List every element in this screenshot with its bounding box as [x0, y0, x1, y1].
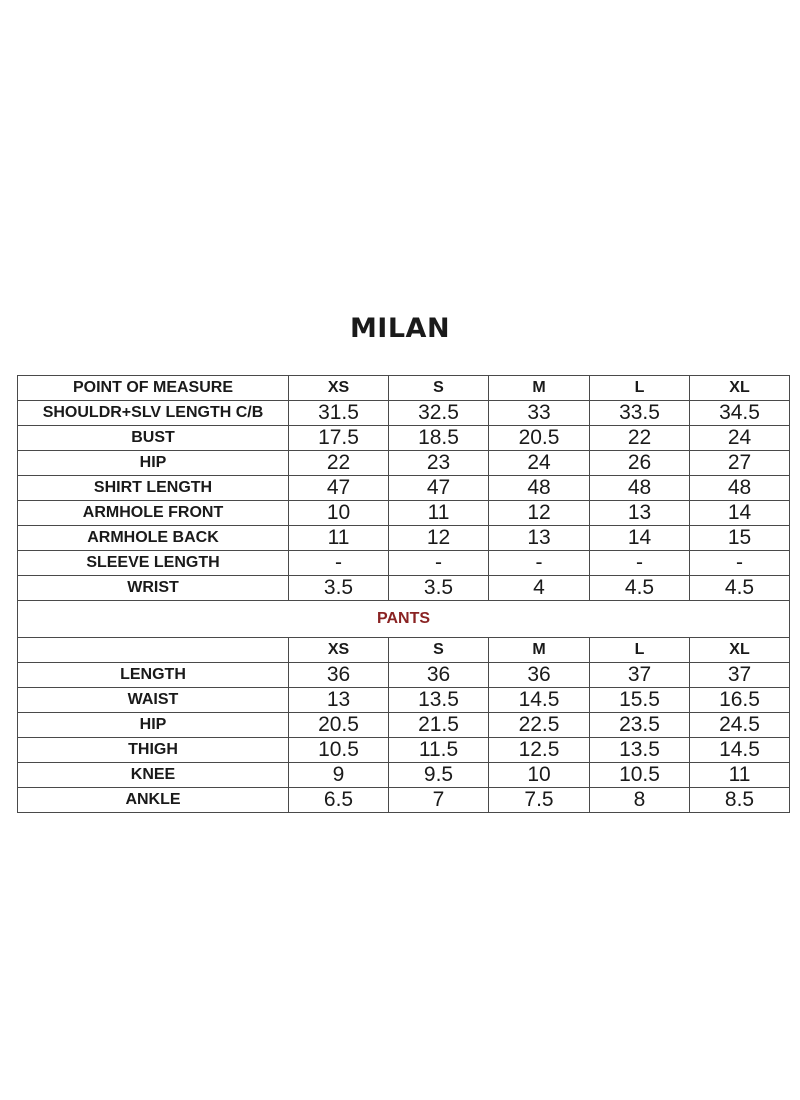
measure-value: 24: [690, 426, 790, 451]
measure-value: 8.5: [690, 788, 790, 813]
table-row: [18, 688, 790, 713]
measure-value: 36: [289, 663, 389, 688]
measure-label: LENGTH: [18, 663, 289, 688]
measure-value: 36: [389, 663, 489, 688]
measure-value: 14.5: [690, 738, 790, 763]
measure-label: HIP: [18, 713, 289, 738]
column-header-size: L: [590, 376, 690, 401]
column-header-size: XS: [289, 638, 389, 663]
table-row: [18, 763, 790, 788]
column-header-size: XS: [289, 376, 389, 401]
measure-value: 13: [289, 688, 389, 713]
measure-value: 13.5: [590, 738, 690, 763]
column-header-size: XL: [690, 638, 790, 663]
table-row: [18, 401, 790, 426]
measure-value: 10: [489, 763, 590, 788]
column-header-size: M: [489, 376, 590, 401]
column-header-size: XL: [690, 376, 790, 401]
column-header-size: S: [389, 376, 489, 401]
measure-value: 18.5: [389, 426, 489, 451]
column-header-size: L: [590, 638, 690, 663]
table-row: [18, 476, 790, 501]
measure-value: 10: [289, 501, 389, 526]
measure-label: SLEEVE LENGTH: [18, 551, 289, 576]
measure-value: 23.5: [590, 713, 690, 738]
measure-value: 48: [489, 476, 590, 501]
measure-value: 24.5: [690, 713, 790, 738]
measure-value: 26: [590, 451, 690, 476]
measure-label: SHIRT LENGTH: [18, 476, 289, 501]
measure-value: 6.5: [289, 788, 389, 813]
measure-value: 4.5: [690, 576, 790, 601]
table-row: [18, 788, 790, 813]
measure-value: 48: [590, 476, 690, 501]
measure-label: WAIST: [18, 688, 289, 713]
measure-value: -: [489, 551, 590, 576]
measure-label: THIGH: [18, 738, 289, 763]
measure-value: -: [289, 551, 389, 576]
measure-value: 34.5: [690, 401, 790, 426]
measure-value: 21.5: [389, 713, 489, 738]
measure-value: 15: [690, 526, 790, 551]
column-header-measure: [18, 638, 289, 663]
measure-value: 14.5: [489, 688, 590, 713]
measure-value: 13: [489, 526, 590, 551]
measure-value: 22: [590, 426, 690, 451]
measure-label: ANKLE: [18, 788, 289, 813]
measure-value: -: [590, 551, 690, 576]
column-header-size: S: [389, 638, 489, 663]
shirt-header-row: [18, 376, 790, 401]
measure-value: 12: [389, 526, 489, 551]
table-row: [18, 501, 790, 526]
pants-section-row: [18, 601, 790, 638]
measure-value: 31.5: [289, 401, 389, 426]
measure-label: WRIST: [18, 576, 289, 601]
measure-value: 8: [590, 788, 690, 813]
measure-value: 3.5: [389, 576, 489, 601]
pants-header-row: [18, 638, 790, 663]
table-row: [18, 663, 790, 688]
measure-value: 27: [690, 451, 790, 476]
measure-value: 15.5: [590, 688, 690, 713]
measure-label: ARMHOLE FRONT: [18, 501, 289, 526]
measure-value: 20.5: [489, 426, 590, 451]
measure-value: 9: [289, 763, 389, 788]
measure-label: BUST: [18, 426, 289, 451]
measure-value: 11: [289, 526, 389, 551]
measure-value: 22: [289, 451, 389, 476]
measure-value: 20.5: [289, 713, 389, 738]
column-header-size: M: [489, 638, 590, 663]
measure-value: 22.5: [489, 713, 590, 738]
measure-value: 33.5: [590, 401, 690, 426]
measure-value: 48: [690, 476, 790, 501]
measure-value: -: [690, 551, 790, 576]
measure-value: 11.5: [389, 738, 489, 763]
table-row: [18, 576, 790, 601]
measure-value: 16.5: [690, 688, 790, 713]
size-chart-body: [18, 376, 790, 813]
measure-value: 11: [690, 763, 790, 788]
table-row: [18, 426, 790, 451]
measure-value: 32.5: [389, 401, 489, 426]
measure-value: 10.5: [289, 738, 389, 763]
measure-value: 36: [489, 663, 590, 688]
measure-value: 7: [389, 788, 489, 813]
measure-value: 4.5: [590, 576, 690, 601]
measure-value: 12: [489, 501, 590, 526]
measure-value: 13: [590, 501, 690, 526]
measure-value: 47: [389, 476, 489, 501]
measure-value: 14: [590, 526, 690, 551]
table-row: [18, 713, 790, 738]
table-row: [18, 526, 790, 551]
measure-label: KNEE: [18, 763, 289, 788]
measure-label: ARMHOLE BACK: [18, 526, 289, 551]
measure-value: 33: [489, 401, 590, 426]
measure-label: SHOULDR+SLV LENGTH C/B: [18, 401, 289, 426]
measure-value: 12.5: [489, 738, 590, 763]
measure-value: 37: [590, 663, 690, 688]
measure-value: 7.5: [489, 788, 590, 813]
measure-value: 23: [389, 451, 489, 476]
measure-value: 3.5: [289, 576, 389, 601]
measure-value: 13.5: [389, 688, 489, 713]
measure-value: 9.5: [389, 763, 489, 788]
table-row: [18, 551, 790, 576]
measure-value: 37: [690, 663, 790, 688]
table-row: [18, 451, 790, 476]
measure-value: 14: [690, 501, 790, 526]
measure-value: 10.5: [590, 763, 690, 788]
measure-value: 47: [289, 476, 389, 501]
column-header-measure: POINT OF MEASURE: [18, 376, 289, 401]
size-chart-table: [17, 375, 790, 813]
measure-value: 11: [389, 501, 489, 526]
measure-value: 4: [489, 576, 590, 601]
page-title: MILAN: [349, 313, 451, 344]
table-row: [18, 738, 790, 763]
measure-value: -: [389, 551, 489, 576]
pants-section-title: PANTS: [18, 601, 790, 638]
measure-label: HIP: [18, 451, 289, 476]
measure-value: 24: [489, 451, 590, 476]
measure-value: 17.5: [289, 426, 389, 451]
